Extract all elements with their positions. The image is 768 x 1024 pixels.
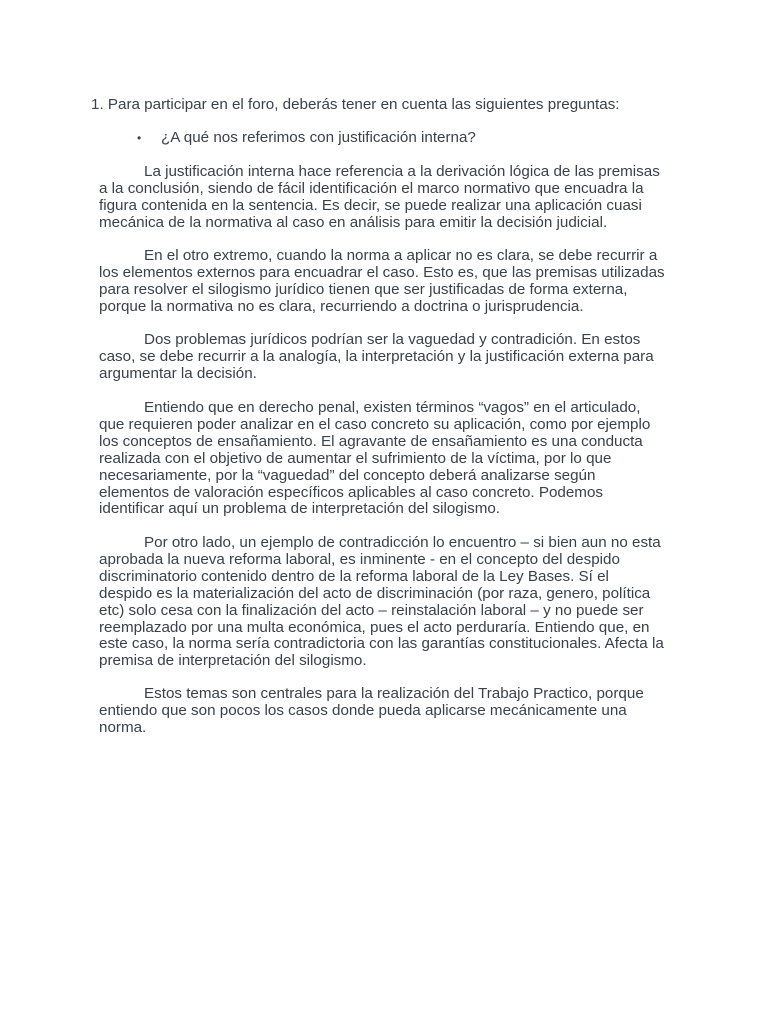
paragraph-line: los elementos externos para encuadrar el caso. Esto es, que las premisas utilizadas [99, 263, 665, 281]
question-heading: 1. Para participar en el foro, deberás tener en cuenta las siguientes preguntas: [91, 96, 620, 113]
paragraph-line: La justificación interna hace referencia a la derivación lógica de las premisas [144, 163, 660, 180]
paragraph-3 [99, 332, 689, 383]
bullet-question-text: ¿A qué nos referimos con justificación interna? [161, 129, 476, 146]
paragraph-line: que requieren poder analizar en el caso concreto su aplicación, como por ejemplo [99, 415, 651, 433]
paragraph-line: los conceptos de ensañamiento. El agravante de ensañamiento es una conducta [99, 432, 643, 450]
paragraph-line: para resolver el silogismo jurídico tienen que ser justificadas de forma externa, [99, 280, 628, 298]
paragraph-line: Dos problemas jurídicos podrían ser la vaguedad y contradición. En estos [144, 331, 641, 348]
paragraph-4 [99, 400, 689, 518]
paragraph-2 [99, 248, 689, 316]
paragraph-line: etc) solo cesa con la finalización del acto – reinstalación laboral – y no puede ser [99, 601, 644, 619]
paragraph-line: este caso, la norma sería contradictoria con las garantías constitucionales. Afecta la [99, 635, 664, 653]
paragraph-line: reemplazado por una multa económica, pues el acto perduraría. Entiendo que, en [99, 618, 650, 636]
paragraph-line: entiendo que son pocos los casos donde pueda aplicarse mecánicamente una [99, 701, 627, 719]
paragraph-line: despido es la materialización del acto de discriminación (por raza, genero, política [99, 584, 651, 602]
paragraph-line: mecánica de la normativa al caso en análisis para emitir la decisión judicial. [99, 213, 608, 231]
paragraph-line: porque la normativa no es clara, recurriendo a doctrina o jurisprudencia. [99, 297, 584, 315]
paragraph-line: elementos de valoración específicos aplicables al caso concreto. Podemos [99, 483, 603, 501]
paragraph-5 [99, 535, 689, 670]
paragraph-line: Entiendo que en derecho penal, existen términos “vagos” en el articulado, [144, 399, 641, 416]
paragraph-line: premisa de interpretación del silogismo. [99, 652, 367, 670]
paragraph-6 [99, 686, 689, 737]
paragraph-line: argumentar la decisión. [99, 364, 257, 382]
bullet-icon: • [137, 131, 142, 145]
paragraph-line: figura contenida en la sentencia. Es decir, se puede realizar una aplicación cuasi [99, 196, 642, 214]
paragraph-line: realizada con el objetivo de aumentar el sufrimiento de la víctima, por lo que [99, 449, 612, 467]
paragraph-line: Por otro lado, un ejemplo de contradicción lo encuentro – si bien aun no esta [144, 534, 661, 551]
paragraph-line: norma. [99, 718, 147, 736]
paragraph-line: aprobada la nueva reforma laboral, es inminente - en el concepto del despido [99, 550, 620, 568]
paragraph-line: caso, se debe recurrir a la analogía, la interpretación y la justificación externa para [99, 347, 654, 365]
paragraph-1 [99, 164, 689, 232]
paragraph-line: discriminatorio contenido dentro de la reforma laboral de la Ley Bases. Sí el [99, 567, 609, 585]
paragraph-line: necesariamente, por la “vaguedad” del concepto deberá analizarse según [99, 466, 596, 484]
paragraph-line: Estos temas son centrales para la realización del Trabajo Practico, porque [144, 685, 644, 702]
paragraph-line: En el otro extremo, cuando la norma a aplicar no es clara, se debe recurrir a [144, 247, 658, 264]
bullet-item [137, 129, 637, 147]
paragraph-line: a la conclusión, siendo de fácil identificación el marco normativo que encuadra la [99, 179, 644, 197]
paragraph-line: identificar aquí un problema de interpretación del silogismo. [99, 500, 501, 518]
